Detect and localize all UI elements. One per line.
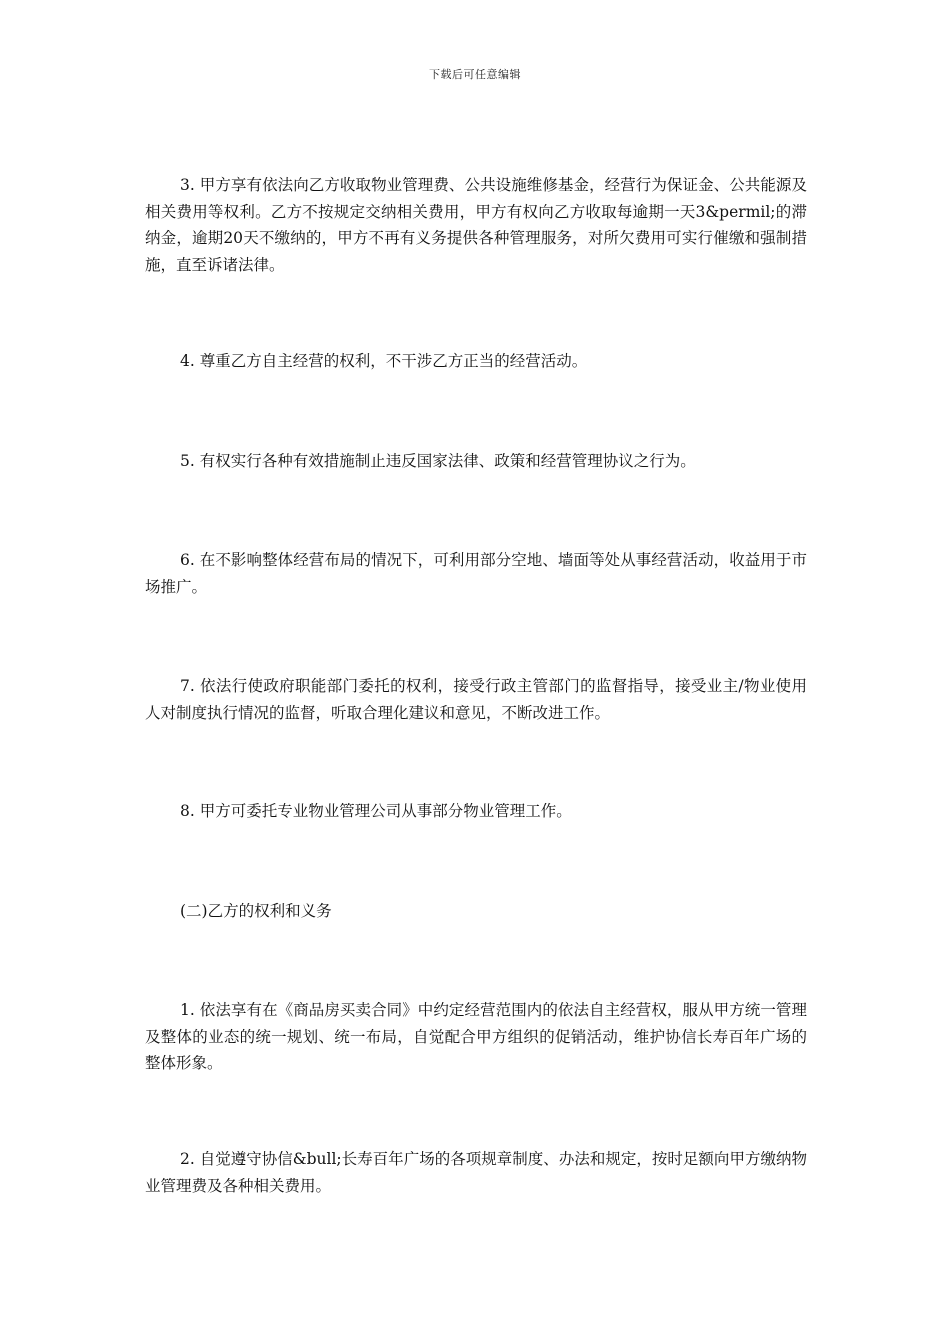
paragraph-8: 8. 甲方可委托专业物业管理公司从事部分物业管理工作。: [180, 802, 572, 820]
section-heading-party-b: (二)乙方的权利和义务: [180, 902, 332, 920]
paragraph-b1: 1. 依法享有在《商品房买卖合同》中约定经营范围内的依法自主经营权，服从甲方统一管理及整体的业态的统一规划、统一布局，自觉配合甲方组织的促销活动，维护协信长寿百年广场的整体形象。: [145, 1001, 807, 1072]
paragraph-7: 7. 依法行使政府职能部门委托的权利，接受行政主管部门的监督指导，接受业主/物业使用人对制度执行情况的监督，听取合理化建议和意见，不断改进工作。: [145, 677, 807, 722]
paragraph-5: 5. 有权实行各种有效措施制止违反国家法律、政策和经营管理协议之行为。: [180, 452, 696, 470]
paragraph-6: 6. 在不影响整体经营布局的情况下，可利用部分空地、墙面等处从事经营活动，收益用于市场推广。: [145, 551, 807, 596]
page-header: 下载后可任意编辑: [429, 68, 521, 81]
paragraph-b2: 2. 自觉遵守协信&bull;长寿百年广场的各项规章制度、办法和规定，按时足额向甲方缴纳物业管理费及各种相关费用。: [145, 1150, 807, 1195]
paragraph-4: 4. 尊重乙方自主经营的权利，不干涉乙方正当的经营活动。: [180, 352, 588, 370]
paragraph-3: 3. 甲方享有依法向乙方收取物业管理费、公共设施维修基金，经营行为保证金、公共能源及相关费用等权利。乙方不按规定交纳相关费用，甲方有权向乙方收取每逾期一天3&permil;的滞纳金，逾期20天不缴纳的，甲方不再有义务提供各种管理服务，对所欠费用可实行催缴和强制措施，直至诉诸法律。: [145, 176, 807, 274]
